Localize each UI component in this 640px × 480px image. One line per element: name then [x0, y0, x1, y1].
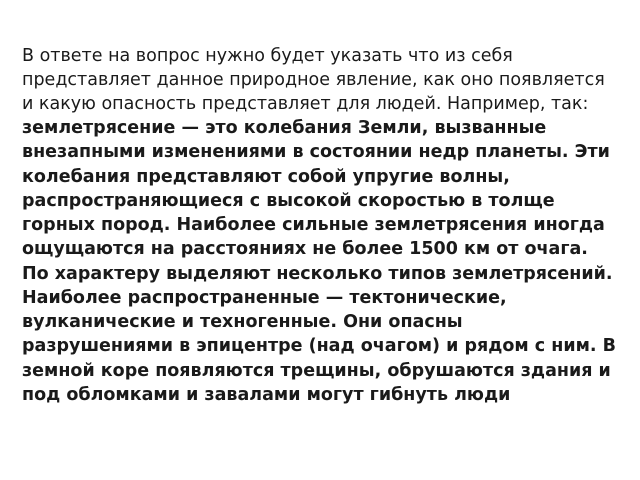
paragraph-bold-text: землетрясение — это колебания Земли, вызванные внезапными изменениями в состоянии недр планеты. Эти колебания представляют собой упругие волны, распространяющиеся с высокой скоростью в толще горных пород. Наиболее сильные землетрясения иногда ощущаются на расстояниях не более 1500 км от очага. По характеру выделяют несколько типов землетрясений. Наиболее распространенные — тектонические, вулканические и техногенные. Они опасны разрушениями в эпицентре (над очагом) и рядом с ним. В земной коре появляются трещины, обрушаются здания и под обломками и завалами могут гибнуть люди	[22, 118, 617, 405]
slide-paragraph	[22, 44, 618, 408]
paragraph-lead-text: В ответе на вопрос нужно будет указать что из себя представляет данное природное явление, как оно появляется и какую опасность представляет для людей. Например, так:	[22, 45, 605, 114]
